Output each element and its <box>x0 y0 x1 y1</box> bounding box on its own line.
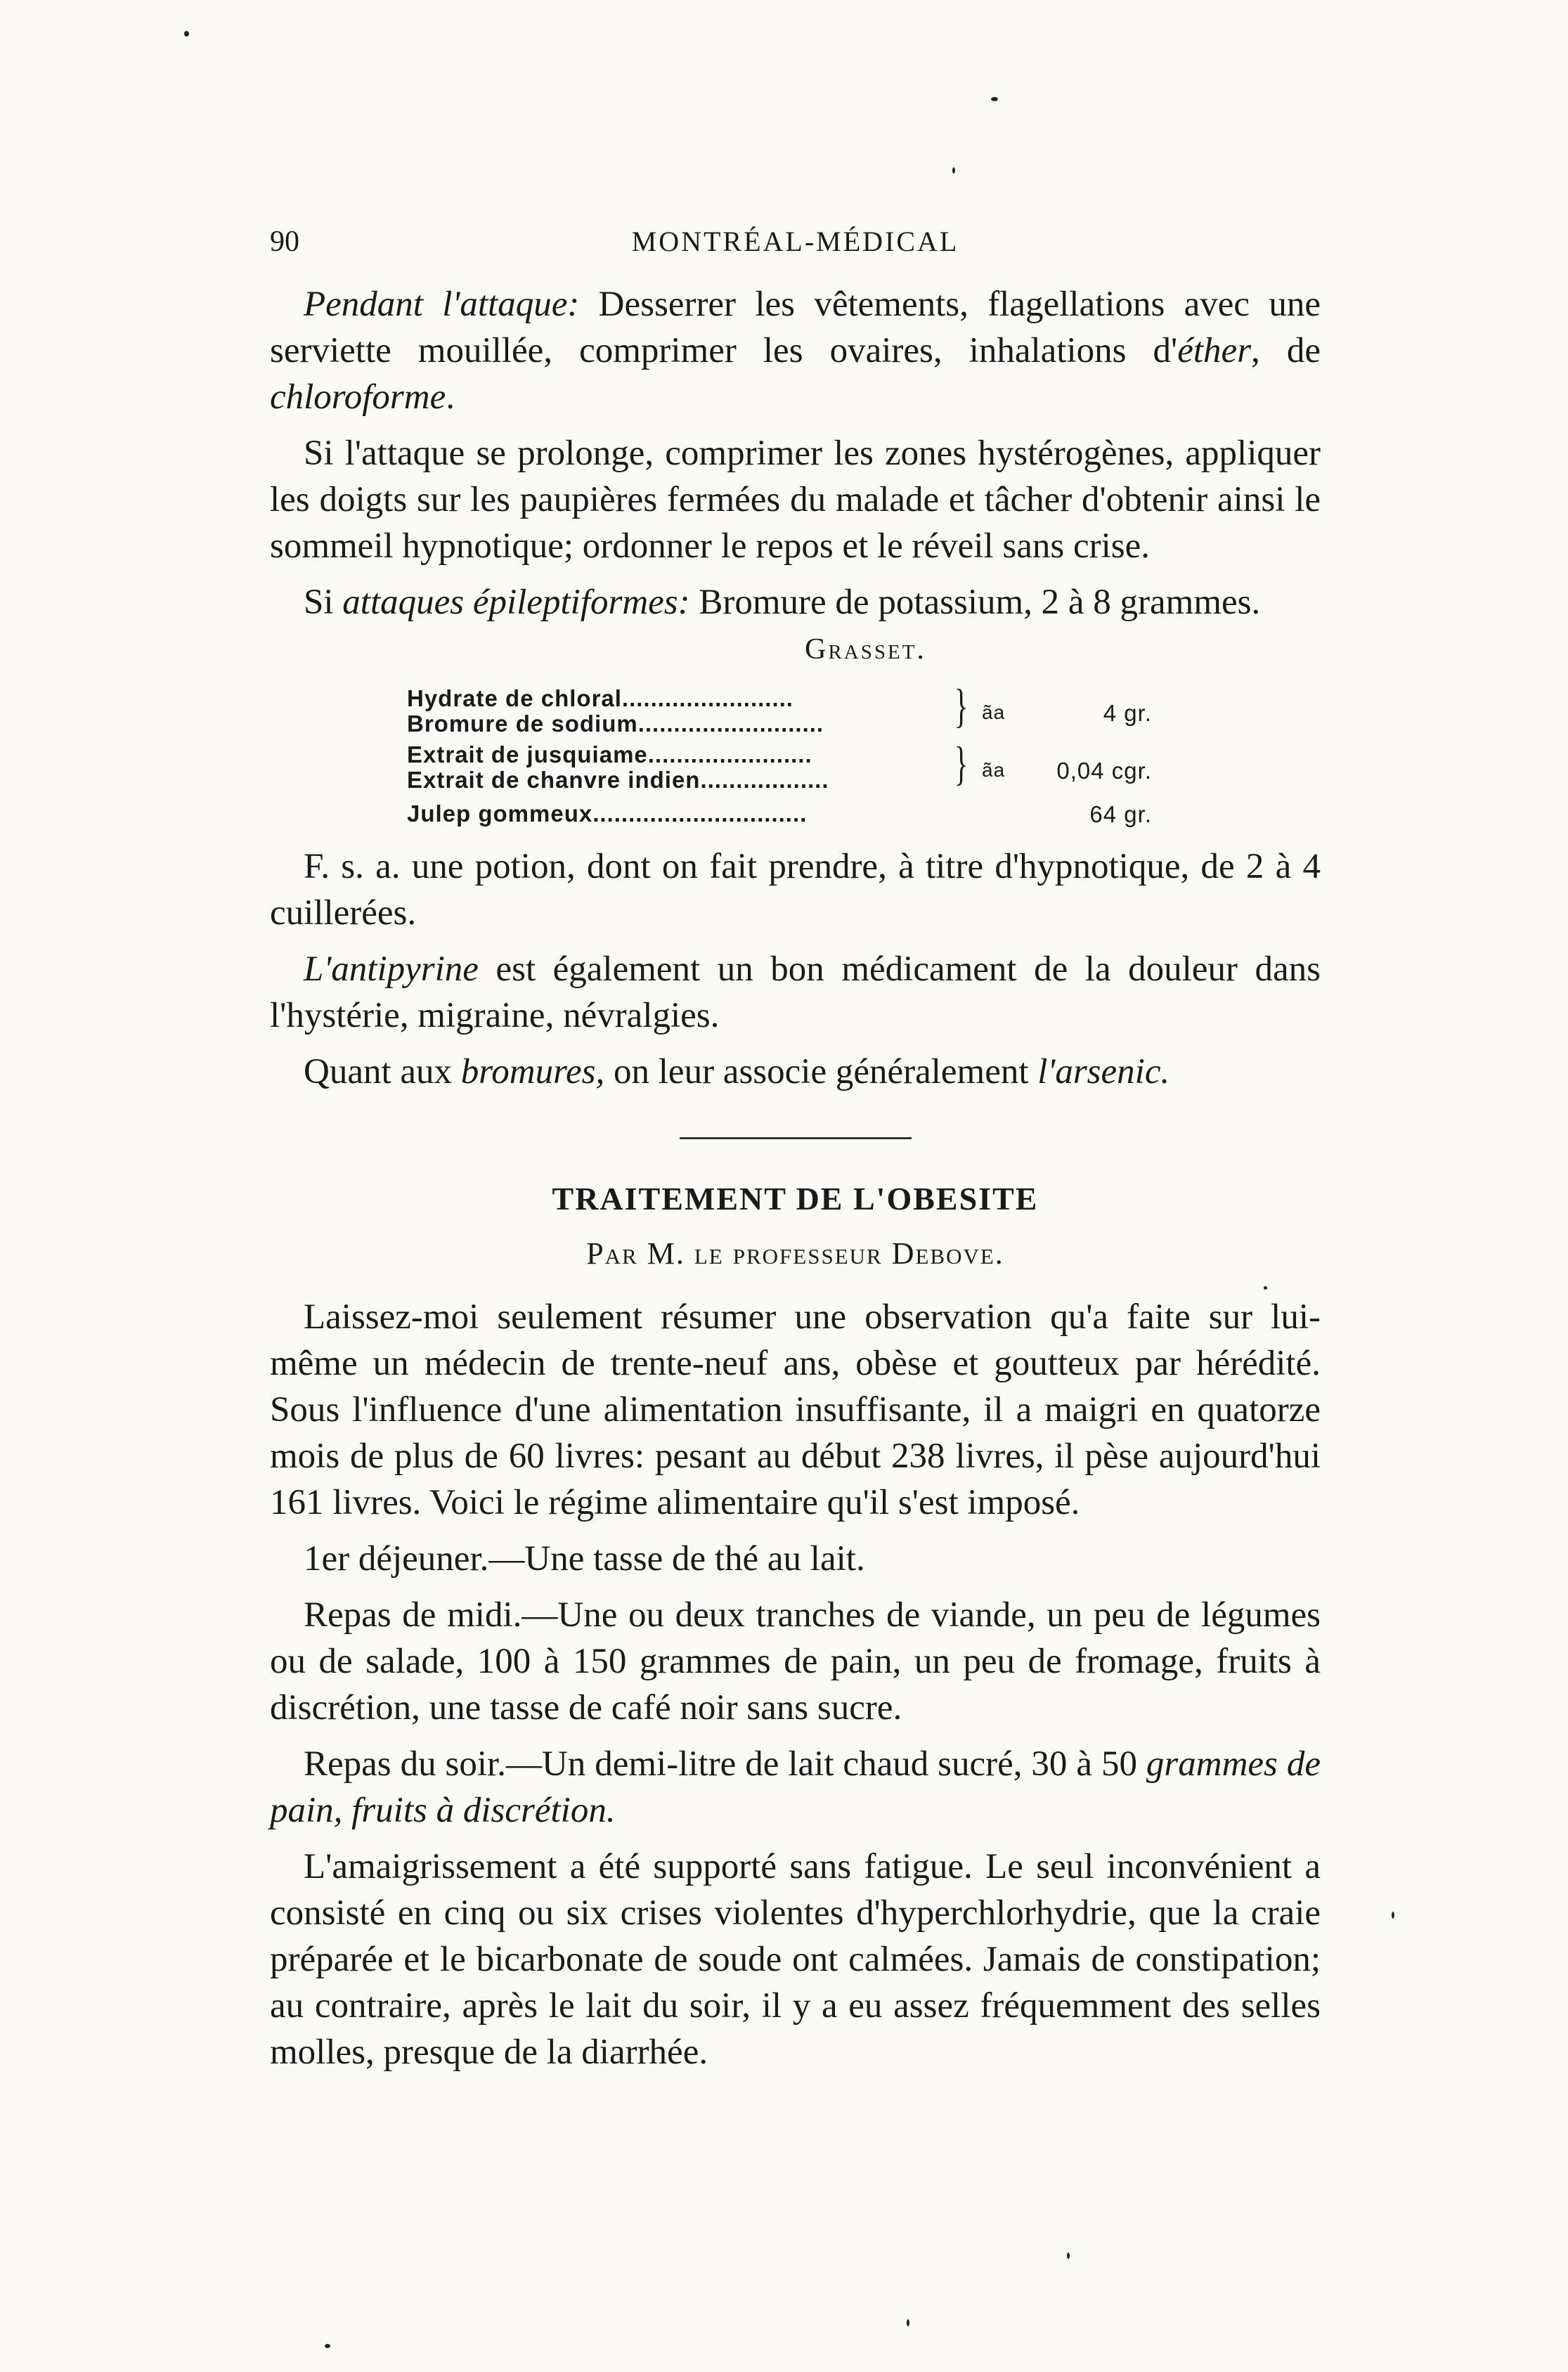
text-run: on leur associe généralement <box>604 1052 1038 1091</box>
speck <box>325 2344 330 2348</box>
text-run: Repas du soir.—Un demi-litre de lait chaud sucré, 30 à 50 <box>304 1744 1146 1784</box>
article-byline: Par M. le professeur Debove. <box>586 1236 1004 1271</box>
text-run: est également un bon médicament de la douleur dans l'hystérie, migraine, névralgies. <box>270 950 1321 1035</box>
speck <box>952 167 955 174</box>
ana-mark: ãa <box>982 701 1006 723</box>
running-head <box>270 225 1321 281</box>
paragraph-outcome: L'amaigrissement a été supporté sans fatigue. Le seul inconvénient a consisté en cinq ou six crises violentes d'hyperchlorhydrie, que la craie préparée et le bicarbonate de soude ont calmées. Jamais de constipation; au contraire, après le lait du soir, il y a eu assez fréquemment des selles molles, presque de la diarrhée. <box>270 1847 1321 2072</box>
speck <box>991 97 998 101</box>
italic-term: bromures, <box>460 1052 605 1091</box>
hysteria-treatment-section <box>270 281 1321 626</box>
ingredient-line: Extrait de jusquiame....................... <box>407 741 812 767</box>
speck <box>1392 1912 1394 1919</box>
paragraph-lunch: Repas de midi.—Une ou deux tranches de viande, un peu de légumes ou de salade, 100 à 150 grammes de pain, un peu de fromage, fruits à discrétion, une tasse de café noir sans sucre. <box>270 1595 1321 1728</box>
text-run: Bromure de potassium, 2 à 8 grammes. <box>689 583 1261 622</box>
italic-term: chloroforme <box>270 377 446 417</box>
paragraph-observation: Laissez-moi seulement résumer une observation qu'a faite sur lui-même un médecin de trente-neuf ans, obèse et goutteux par hérédité. Sous l'influence d'une alimentation insuffisante, il a maigri en quatorze mois de plus de 60 livres: pesant au début 238 livres, il pèse aujourd'hui 161 livres. Voici le régime alimentaire qu'il s'est imposé. <box>270 1297 1321 1522</box>
text-run: , de <box>1251 331 1321 370</box>
italic-term: attaques épileptiformes: <box>342 583 690 622</box>
potion-notes <box>270 843 1321 1095</box>
paragraph-breakfast: 1er déjeuner.—Une tasse de thé au lait. <box>304 1539 865 1579</box>
attack-label: Pendant l'attaque: <box>304 285 580 324</box>
paragraph-potion: F. s. a. une potion, dont on fait prendre, à titre d'hypnotique, de 2 à 4 cuillerées. <box>270 847 1321 933</box>
quantity: 64 gr. <box>1089 801 1152 827</box>
quantity: 0,04 cgr. <box>1056 758 1152 784</box>
obesity-article-body <box>270 1294 1321 2075</box>
brace: } <box>954 679 968 732</box>
section-divider <box>680 1137 912 1139</box>
ingredient-line: Hydrate de chloral........................ <box>407 685 793 711</box>
brace: } <box>954 737 968 790</box>
ana-mark: ãa <box>982 759 1006 781</box>
page-number: 90 <box>270 226 299 258</box>
prescription-formula <box>407 679 1201 843</box>
paragraph-antipyrine <box>270 946 1321 1039</box>
paragraph-prolonged: Si l'attaque se prolonge, comprimer les zones hystérogènes, appliquer les doigts sur les paupières fermées du malade et tâcher d'obtenir ainsi le sommeil hypnotique; ordonner le repos et le réveil sans crise. <box>270 434 1321 566</box>
speck <box>907 2319 909 2326</box>
article-title: TRAITEMENT DE L'OBESITE <box>552 1181 1039 1217</box>
text-run: Quant aux <box>304 1052 461 1091</box>
author-signature: Grasset. <box>805 633 926 666</box>
paragraph-bromures <box>270 1049 1321 1095</box>
ingredient-line: Bromure de sodium.......................... <box>407 711 824 737</box>
text-run: . <box>446 377 455 417</box>
italic-term: l'arsenic. <box>1037 1052 1170 1091</box>
text-run: Desserrer les vêtements, flagellations avec une serviette mouillée, comprimer les ovaires, inhalations d' <box>270 285 1321 370</box>
page <box>270 225 1321 2075</box>
italic-term: éther <box>1177 331 1252 370</box>
speck <box>1067 2253 1070 2259</box>
speck <box>184 31 189 37</box>
text-run: Si <box>304 583 343 622</box>
ingredient-line: Extrait de chanvre indien.................. <box>407 767 829 793</box>
italic-term: grammes de pain, fruits à discrétion. <box>270 1744 1321 1830</box>
paragraph-epileptiform <box>270 579 1321 626</box>
paragraph-attack <box>270 281 1321 420</box>
italic-term: L'antipyrine <box>304 950 479 989</box>
paragraph-dinner <box>270 1741 1321 1834</box>
ingredient-line: Julep gommeux.............................. <box>407 801 808 827</box>
quantity: 4 gr. <box>1103 700 1152 726</box>
journal-title: MONTRÉAL-MÉDICAL <box>631 226 959 257</box>
